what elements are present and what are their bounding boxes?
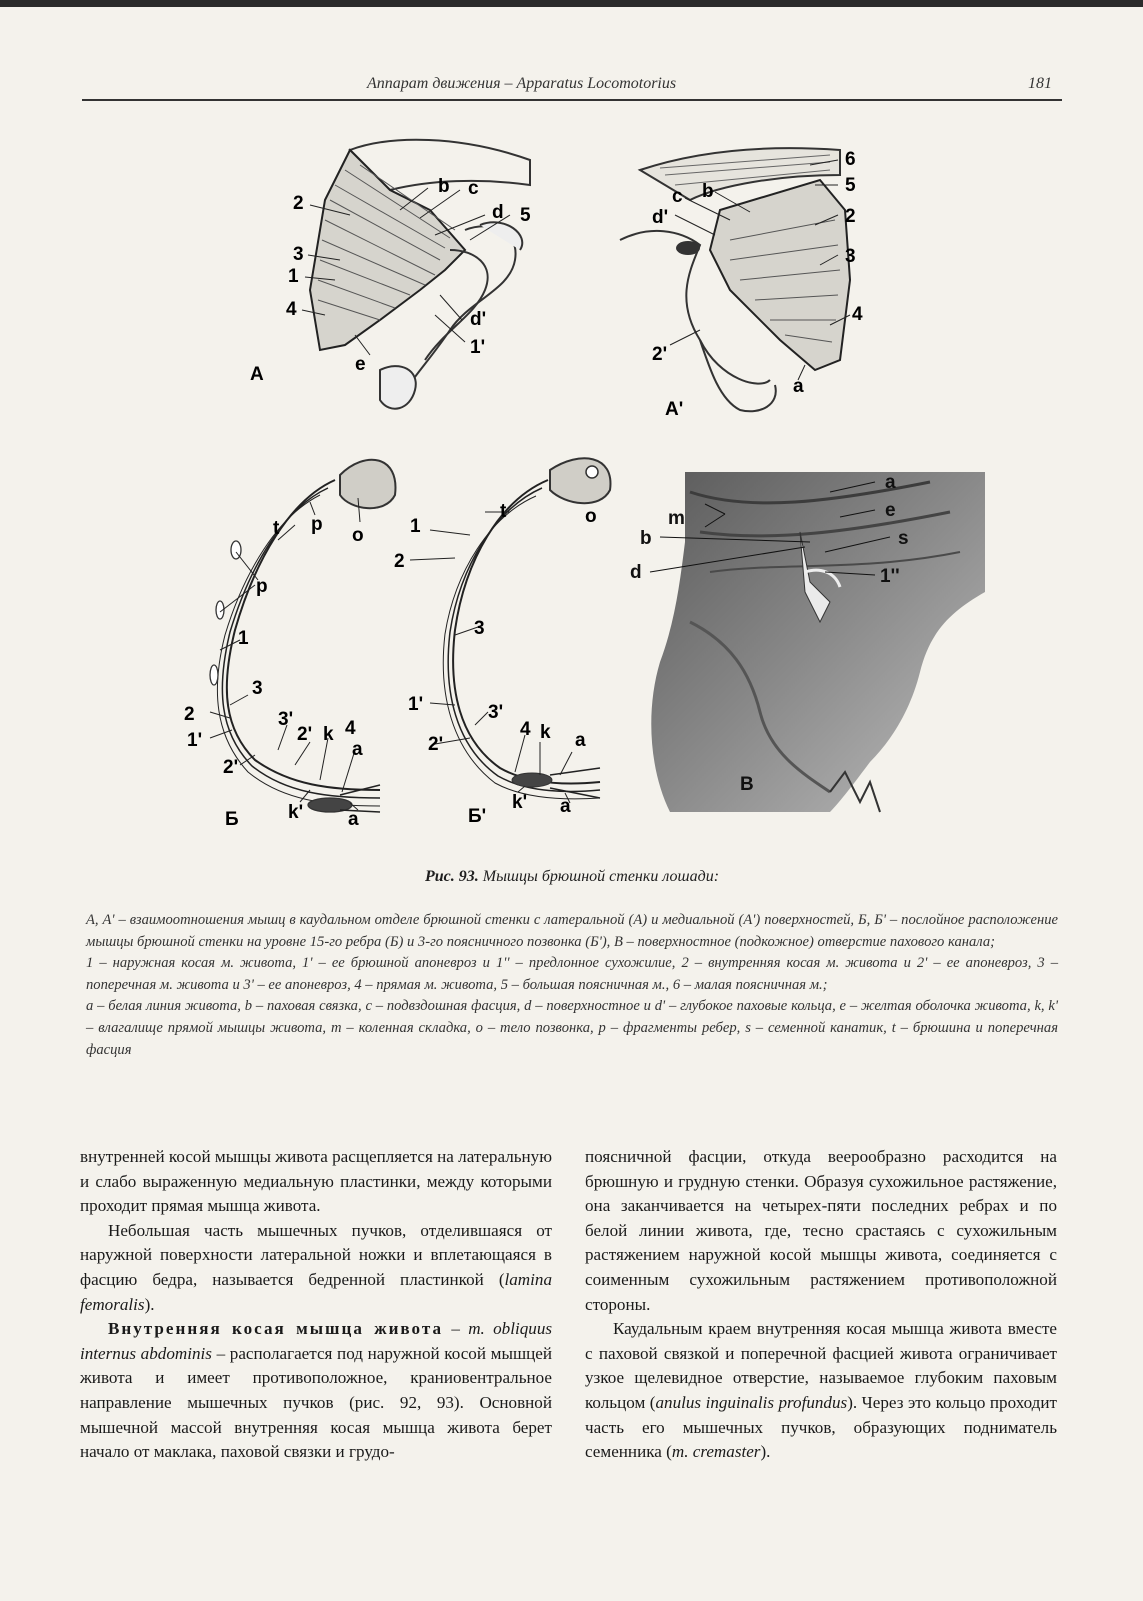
label-bp-k-prime: k' <box>512 792 528 813</box>
figure-b-drawing <box>170 440 420 840</box>
label-a-d-prime: d' <box>470 309 487 330</box>
paragraph <box>80 1219 552 1317</box>
label-v-1pp: 1'' <box>880 566 900 587</box>
label-v-b: b <box>640 528 652 549</box>
label-a-4: 4 <box>286 299 297 320</box>
header-rule <box>82 99 1062 101</box>
panel-label-a: А <box>250 364 264 385</box>
label-a-c: c <box>468 178 479 199</box>
paragraph: поясничной фасции, откуда веерообразно расходится на брюшную и грудную стенки. Образуя сухожильное растяжение, она заканчивается на четырех-пяти последних ребрах и по белой линии живота, где, тесно срастаясь с сухожильным растяжением наружной косой мышцы живота, соединяется с соименным сухожильным растяжением противоположной стороны. <box>585 1147 1057 1314</box>
label-b-o: o <box>352 525 364 546</box>
label-ap-2-prime: 2' <box>652 344 668 365</box>
label-bp-2: 2 <box>394 551 405 572</box>
figure-legend <box>86 910 1058 1061</box>
label-bp-k: k <box>540 722 551 743</box>
label-ap-5: 5 <box>845 175 856 196</box>
label-bp-a2: a <box>560 796 571 817</box>
body-column-right <box>585 1145 1057 1465</box>
label-bp-3: 3 <box>474 618 485 639</box>
latin-term: m. cremaster <box>671 1442 761 1462</box>
label-b-1: 1 <box>238 628 249 649</box>
paragraph <box>585 1317 1057 1465</box>
text-run: ). <box>144 1294 155 1314</box>
figure-a-prime-drawing <box>580 130 900 430</box>
text-run: Небольшая часть мышечных пучков, отделившаяся от наружной поверхности латеральной ножки и вплетающаяся в фасцию бедра, называется бедренной пластинкой ( <box>80 1220 552 1289</box>
latin-term: anulus inguinalis profundus <box>655 1392 848 1412</box>
label-b-2-prime-2: 2' <box>297 724 313 745</box>
label-ap-b: b <box>702 181 714 202</box>
label-bp-1-prime: 1' <box>408 694 424 715</box>
label-bp-2-prime: 2' <box>428 734 444 755</box>
label-v-e: e <box>885 500 896 521</box>
label-bp-1: 1 <box>410 516 421 537</box>
body-column-left <box>80 1145 552 1465</box>
label-ap-3: 3 <box>845 246 856 267</box>
label-v-s: s <box>898 528 909 549</box>
figure-number: Рис. 93. <box>424 868 479 885</box>
label-a-b: b <box>438 176 450 197</box>
label-bp-a1: a <box>575 730 586 751</box>
legend-structures: а – белая линия живота, b – паховая связка, с – подвздошная фасция, d – поверхностное и d' – глубокое паховые кольца, е – желтая оболочка живота, k, k' – влагалище прямой мышцы живота, m – коленная складка, о – тело позвонка, р – фрагменты ребер, s – семенной канатик, t – брюшина и поперечная фасция <box>86 998 1058 1058</box>
paragraph: внутренней косой мышцы живота расщепляется на латеральную и слабо выраженную медиальную пластинки, между которыми проходит прямая мышца живота. <box>80 1147 552 1216</box>
label-b-2: 2 <box>184 704 195 725</box>
figure-v-photo <box>630 472 1050 812</box>
text-run: – располагается под наружной косой мышцей живота и имеет противоположное, краниовентральное направление мышечных пучков (рис. 92, 93). Основной мышечной массой внутренняя косая мышца живота берет начало от маклака, паховой связки и грудо- <box>80 1343 552 1462</box>
figure-panel-b <box>170 440 420 840</box>
panel-label-b-prime: Б' <box>468 806 487 827</box>
label-ap-d-prime: d' <box>652 207 669 228</box>
label-a-1-prime: 1' <box>470 337 486 358</box>
label-b-3: 3 <box>252 678 263 699</box>
figure-panel-v <box>630 472 1050 812</box>
label-b-1-prime: 1' <box>187 730 203 751</box>
label-ap-6: 6 <box>845 149 856 170</box>
latin-term: m. obliquus internus abdominis <box>80 1319 553 1363</box>
label-b-k-prime: k' <box>288 802 304 823</box>
label-a-e: e <box>355 354 366 375</box>
figure-panel-b-prime <box>394 430 635 840</box>
label-b-k: k <box>323 724 334 745</box>
label-ap-4: 4 <box>852 304 863 325</box>
panel-label-v: В <box>740 774 754 795</box>
label-ap-a: a <box>793 376 804 397</box>
label-ap-c: c <box>672 186 683 207</box>
label-a-d: d <box>492 202 504 223</box>
label-bp-4: 4 <box>520 719 531 740</box>
label-a-5: 5 <box>520 205 531 226</box>
text-run: ). Через это кольцо проходит часть его мышечных пучков, образующих подниматель семенника ( <box>585 1392 1057 1462</box>
page-number: 181 <box>1028 75 1052 92</box>
label-v-a: a <box>885 472 896 493</box>
text-run: – <box>443 1319 469 1339</box>
label-bp-t: t <box>500 501 507 522</box>
paragraph <box>80 1317 552 1465</box>
running-title: Аппарат движения – Apparatus Locomotorius <box>367 75 677 92</box>
label-ap-2: 2 <box>845 206 856 227</box>
section-heading: Внутренняя косая мышца живота <box>108 1319 444 1339</box>
label-b-4: 4 <box>345 718 356 739</box>
label-v-d: d <box>630 562 642 583</box>
label-b-p2: p <box>256 576 268 597</box>
panel-label-b: Б <box>225 809 239 830</box>
label-bp-o: o <box>585 506 597 527</box>
label-b-2-prime: 2' <box>223 757 239 778</box>
label-b-a1: a <box>352 739 363 760</box>
page-header <box>82 75 1062 101</box>
figure-panel-a-prime <box>580 130 900 430</box>
label-b-p1: p <box>311 514 323 535</box>
text-run: Каудальным краем внутренняя косая мышца живота вместе с паховой связкой и поперечной фасцией живота ограничивает узкое щелевидное отверстие, называемое глубоким паховым кольцом ( <box>585 1319 1057 1412</box>
figure-b-prime-drawing <box>394 430 635 840</box>
figure-caption-text: Мышцы брюшной стенки лошади: <box>482 868 720 885</box>
scan-top-edge <box>0 0 1143 7</box>
text-run: ). <box>760 1442 771 1462</box>
label-b-3-prime: 3' <box>278 709 294 730</box>
figure-caption <box>82 868 1062 886</box>
label-a-3: 3 <box>293 244 304 265</box>
label-b-a2: a <box>348 809 359 830</box>
latin-term: lamina femoralis <box>80 1269 552 1314</box>
figure-a-drawing <box>230 130 560 420</box>
legend-muscles: 1 – наружная косая м. живота, 1' – ее брюшной апоневроз и 1'' – предлонное сухожилие, 2 – внутренняя косая м. живота и 2' – ее апоневроз, 3 – поперечная м. живота и 3' – ее апоневроз, 4 – прямая м. живота, 5 – большая поясничная м., 6 – малая поясничная м.; <box>86 955 1058 993</box>
label-v-m: m <box>668 508 685 529</box>
panel-label-a-prime: А' <box>665 399 684 420</box>
label-a-2: 2 <box>293 193 304 214</box>
figure-panel-a <box>230 130 560 420</box>
label-bp-3-prime: 3' <box>488 702 504 723</box>
label-b-t: t <box>273 518 280 539</box>
legend-panels: А, А' – взаимоотношения мышц в каудальном отделе брюшной стенки с латеральной (А) и медиальной (А') поверхностей, Б, Б' – послойное расположение мышцы брюшной стенки на уровне 15-го ребра (Б) и 3-го поясничного позвонка (Б'), В – поверхностное (подкожное) отверстие пахового канала; <box>86 912 1058 950</box>
label-a-1: 1 <box>288 266 299 287</box>
